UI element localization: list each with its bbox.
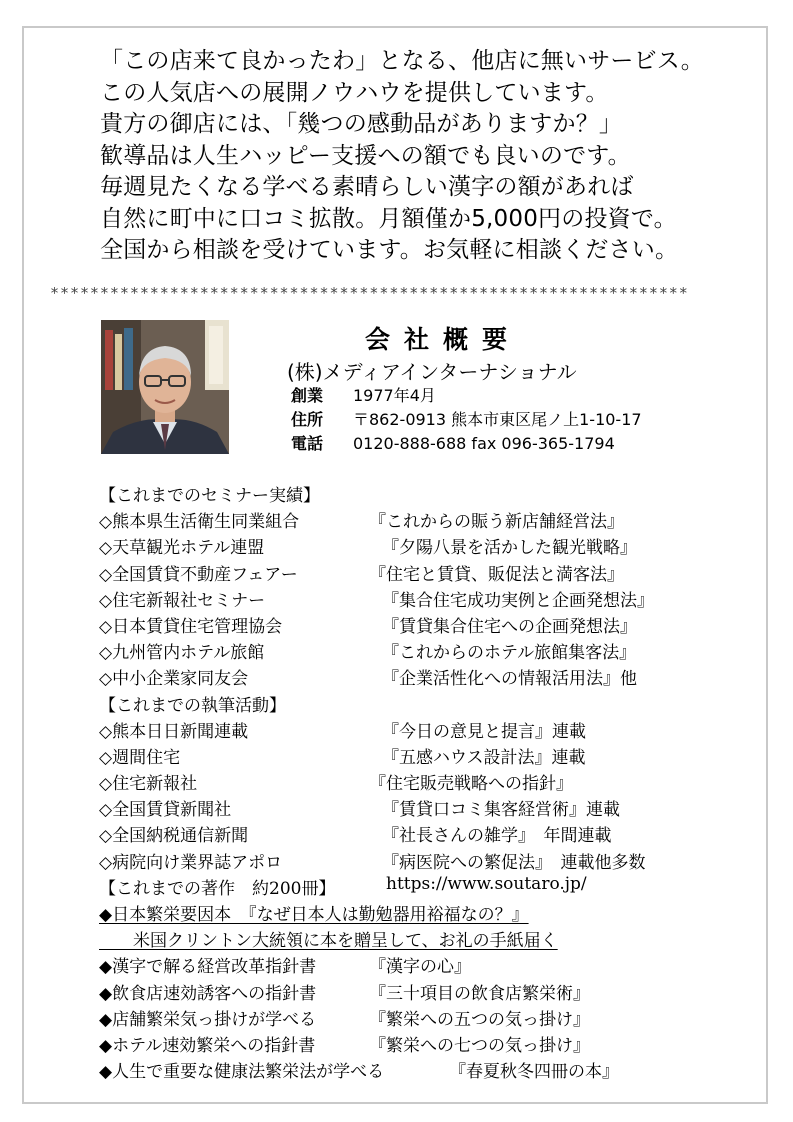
list-item-label: ◇週間住宅 xyxy=(99,747,181,768)
list-item-title: 『集合住宅成功実例と企画発想法』 xyxy=(382,590,654,611)
list-item-label: ◆漢字で解る経営改革指針書 xyxy=(99,957,317,978)
company-name: (株)メディアインターナショナル xyxy=(287,360,577,384)
list-item-label: ◇熊本県生活衛生同業組合 xyxy=(99,512,300,533)
list-item-title: 『住宅販売戦略への指針』 xyxy=(369,774,573,795)
intro-line: この人気店への展開ノウハウを提供しています。 xyxy=(100,79,609,106)
list-item-label: 米国クリントン大統領に本を贈呈して、お礼の手紙届く xyxy=(99,931,558,952)
list-item-label: 【これまでの著作 約200冊】 xyxy=(99,878,336,899)
list-item-label: ◇住宅新報社セミナー xyxy=(99,590,266,611)
list-item-label: ◇全国賃貸不動産フェアー xyxy=(99,564,298,585)
list-item xyxy=(99,793,749,819)
list-item xyxy=(99,636,749,662)
list-item-label: ◇住宅新報社 xyxy=(99,774,198,795)
intro-line: 歓導品は人生ハッピー支援への額でも良いのです。 xyxy=(100,142,631,169)
company-title: 会社概要 xyxy=(365,325,522,354)
list-item xyxy=(99,1055,749,1081)
list-item-title: 『五感ハウス設計法』連載 xyxy=(382,747,586,768)
list-item-title: 『賃貸集合住宅への企画発想法』 xyxy=(382,616,637,637)
list-item-title: 『繁栄への七つの気っ掛け』 xyxy=(369,1035,590,1056)
achievements-list xyxy=(99,479,749,1081)
list-item xyxy=(99,689,749,715)
list-item xyxy=(99,741,749,767)
intro-line: 毎週見たくなる学べる素晴らしい漢字の額があれば xyxy=(100,174,634,200)
list-item-title: 『住宅と賃貸、販促法と満客法』 xyxy=(369,564,624,585)
founded-label: 創業 xyxy=(291,386,324,405)
list-item xyxy=(99,610,749,636)
intro-line: 貴方の御店には、「幾つの感動品がありますか？」 xyxy=(100,111,623,137)
website-link[interactable]: https://www.soutaro.jp/ xyxy=(386,873,587,894)
list-item xyxy=(99,950,749,976)
founded-row xyxy=(291,384,642,408)
list-item-title: 『夕陽八景を活かした観光戦略』 xyxy=(382,538,637,559)
list-item xyxy=(99,819,749,845)
intro-line: 「この店来て良かったわ」となる、他店に無いサービス。 xyxy=(100,48,704,74)
list-item-title: 『これからのホテル旅館集客法』 xyxy=(382,643,637,664)
list-item xyxy=(99,898,749,924)
list-item-label: ◇病院向け業界誌アポロ xyxy=(99,852,283,873)
phone-row xyxy=(291,432,642,456)
intro-line: 自然に町中に口コミ拡散。月額僅か5,000円の投資で。 xyxy=(100,205,677,232)
address-row xyxy=(291,408,642,432)
list-item-label: ◇全国賃貸新聞社 xyxy=(99,800,232,821)
portrait-photo xyxy=(101,320,229,454)
list-item-title: 『春夏秋冬四冊の本』 xyxy=(449,1062,619,1083)
list-item-label: ◇九州管内ホテル旅館 xyxy=(99,643,265,664)
list-item-label: ◆人生で重要な健康法繁栄法が学べる xyxy=(99,1062,385,1083)
list-item-label: ◆店舗繁栄気っ掛けが学べる xyxy=(99,1009,317,1030)
list-item xyxy=(99,846,749,872)
list-item-label: ◆日本繁栄要因本 『なぜ日本人は勤勉器用裕福なの？』 xyxy=(99,905,529,925)
list-item-label: ◆飲食店速効誘客への指針書 xyxy=(99,983,317,1004)
list-item-title: 『病医院への繁促法』 連載他多数 xyxy=(382,852,646,873)
list-item-title: 『今日の意見と提言』連載 xyxy=(382,721,586,742)
founded-value: 1977年4月 xyxy=(353,386,436,405)
list-item-label: 【これまでのセミナー実績】 xyxy=(99,486,320,506)
address-label: 住所 xyxy=(291,410,324,429)
list-item xyxy=(99,924,749,950)
list-item-title: 『社長さんの雑学』 年間連載 xyxy=(382,826,612,847)
address-value: 〒862-0913 熊本市東区尾ノ上1-10-17 xyxy=(353,410,642,429)
list-item-label: ◇熊本日日新聞連載 xyxy=(99,721,249,742)
list-item xyxy=(99,558,749,584)
list-item xyxy=(99,715,749,741)
list-item-label: ◇天草観光ホテル連盟 xyxy=(99,538,265,559)
list-item-title: 『企業活性化への情報活用法』他 xyxy=(382,669,637,690)
company-info xyxy=(291,384,642,456)
list-item xyxy=(99,767,749,793)
list-item-title: 『繁栄への五つの気っ掛け』 xyxy=(369,1009,590,1030)
list-item xyxy=(99,872,749,898)
list-item xyxy=(99,505,749,531)
phone-value: 0120-888-688 fax 096-365-1794 xyxy=(353,434,615,453)
list-item-label: ◇中小企業家同友会 xyxy=(99,669,249,690)
list-item xyxy=(99,531,749,557)
intro-text xyxy=(100,46,760,267)
list-item-label: ◇全国納税通信新聞 xyxy=(99,826,249,847)
list-item-title: 『賃貸口コミ集客経営術』連載 xyxy=(382,800,620,821)
list-item-label: ◇日本賃貸住宅管理協会 xyxy=(99,616,283,637)
list-item xyxy=(99,1003,749,1029)
list-item-title: 『これからの賑う新店舗経営法』 xyxy=(369,512,624,533)
list-item xyxy=(99,1029,749,1055)
list-item-label: ◆ホテル速効繁栄への指針書 xyxy=(99,1035,316,1056)
list-item xyxy=(99,479,749,505)
star-divider: **************************************************************** xyxy=(50,284,689,302)
list-item xyxy=(99,977,749,1003)
list-item xyxy=(99,584,749,610)
list-item xyxy=(99,662,749,688)
list-item-label: 【これまでの執筆活動】 xyxy=(99,695,286,716)
list-item-title: 『漢字の心』 xyxy=(369,957,471,978)
phone-label: 電話 xyxy=(291,434,324,453)
list-item-title: 『三十項目の飲食店繁栄術』 xyxy=(369,983,590,1004)
intro-line: 全国から相談を受けています。お気軽に相談ください。 xyxy=(100,237,679,263)
